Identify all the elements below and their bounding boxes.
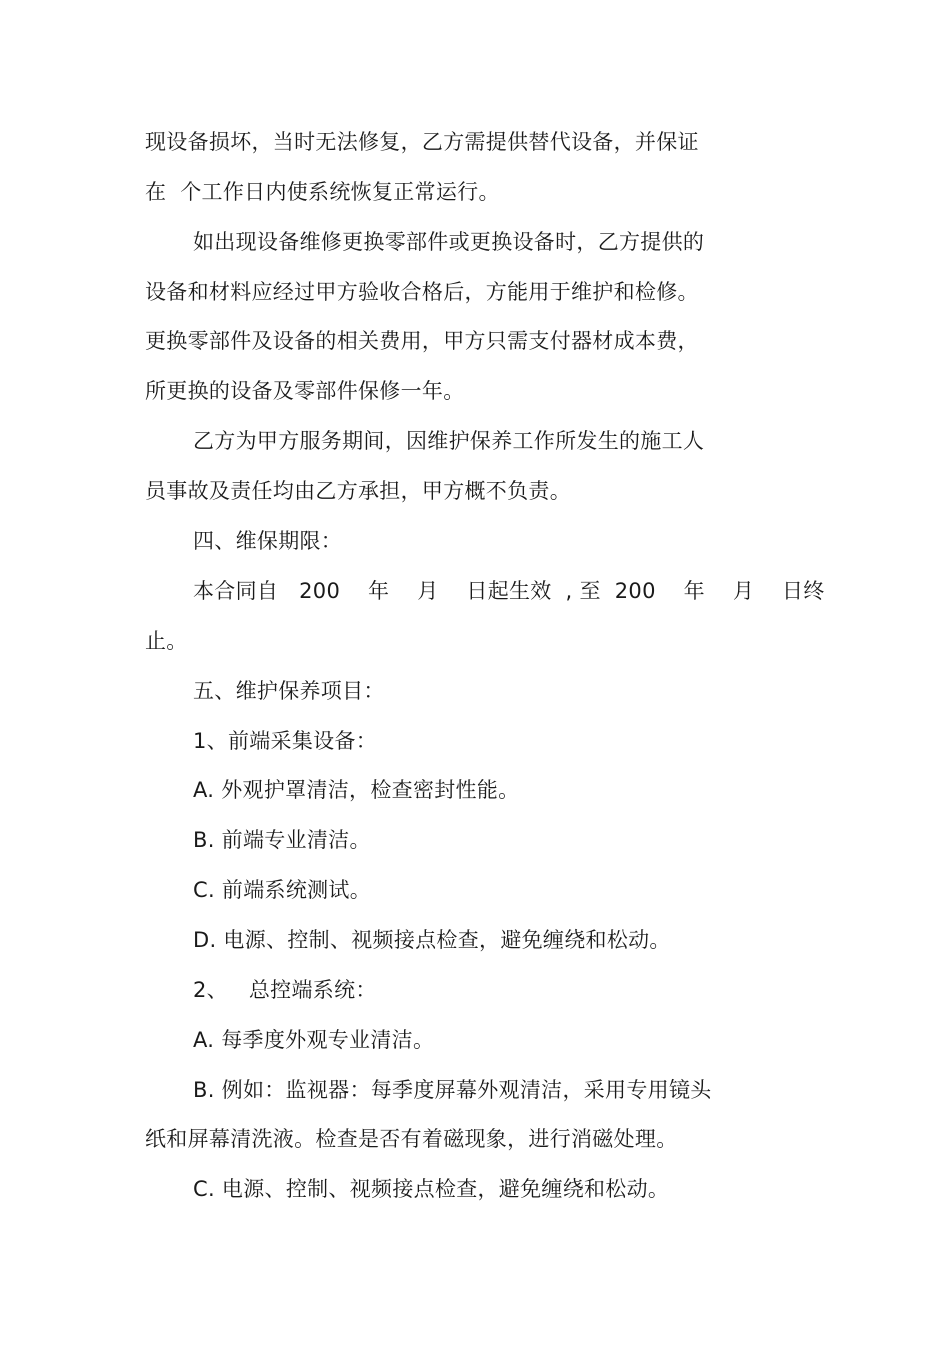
paragraph-line: 纸和屏幕清洗液。检查是否有着磁现象，进行消磁处理。 <box>145 1127 678 1151</box>
list-heading: 2、 总控端系统： <box>193 978 377 1002</box>
list-item: A. 每季度外观专业清洁。 <box>193 1028 435 1052</box>
section-heading: 四、维保期限： <box>193 529 343 553</box>
paragraph-line: 设备和材料应经过甲方验收合格后，方能用于维护和检修。 <box>145 280 699 304</box>
list-item: C. 电源、控制、视频接点检查，避免缠绕和松动。 <box>193 1177 670 1201</box>
list-item: D. 电源、控制、视频接点检查，避免缠绕和松动。 <box>193 928 671 952</box>
contract-term-line: 本合同自 200 年 月 日起生效 , 至 200 年 月 日终 <box>193 579 825 603</box>
paragraph-line: 现设备损坏，当时无法修复，乙方需提供替代设备，并保证 <box>145 130 699 154</box>
list-item: B. 前端专业清洁。 <box>193 828 371 852</box>
paragraph-line: 所更换的设备及零部件保修一年。 <box>145 379 465 403</box>
paragraph-line: 员事故及责任均由乙方承担，甲方概不负责。 <box>145 479 571 503</box>
paragraph-line: 乙方为甲方服务期间，因维护保养工作所发生的施工人 <box>193 429 705 453</box>
list-item: A. 外观护罩清洁，检查密封性能。 <box>193 778 520 802</box>
paragraph-line: 更换零部件及设备的相关费用，甲方只需支付器材成本费， <box>145 329 699 353</box>
list-item: C. 前端系统测试。 <box>193 878 372 902</box>
section-heading: 五、维护保养项目： <box>193 679 385 703</box>
paragraph-line: 如出现设备维修更换零部件或更换设备时，乙方提供的 <box>193 230 705 254</box>
list-item: B. 例如：监视器：每季度屏幕外观清洁，采用专用镜头 <box>193 1078 712 1102</box>
paragraph-line: 止。 <box>145 629 188 653</box>
list-heading: 1、前端采集设备： <box>193 729 378 753</box>
paragraph-line: 在 个工作日内使系统恢复正常运行。 <box>145 180 500 204</box>
